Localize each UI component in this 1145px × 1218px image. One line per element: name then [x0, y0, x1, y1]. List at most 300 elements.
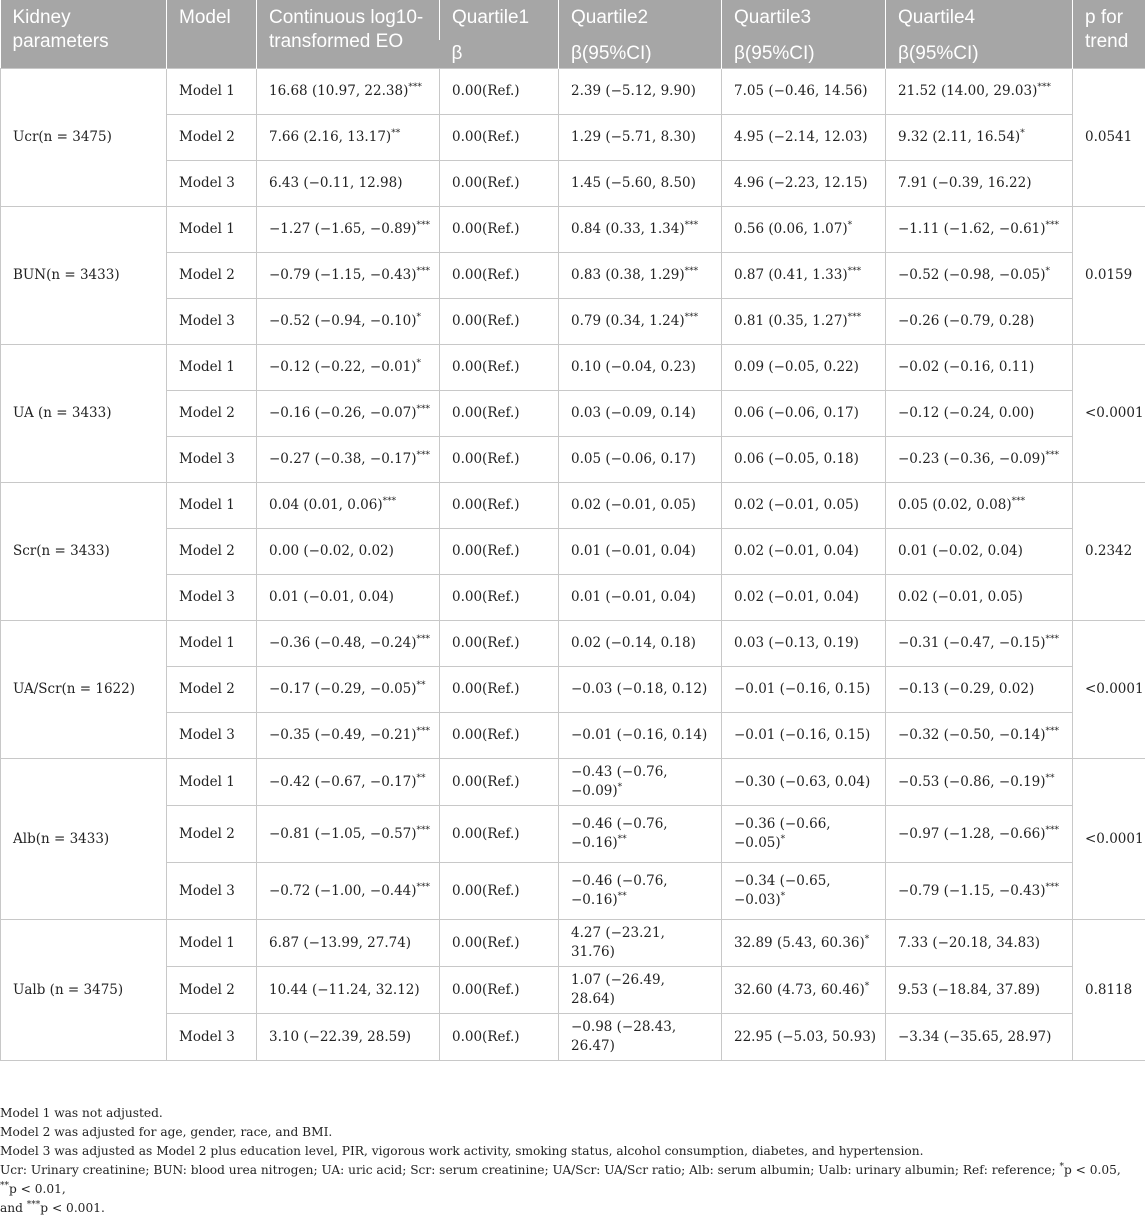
significance-mark: * — [417, 359, 422, 369]
continuous-cell — [257, 920, 440, 967]
significance-mark: * — [865, 934, 870, 944]
significance-mark: * — [848, 221, 853, 231]
subheader-quartile1: β — [440, 40, 559, 69]
model-value: Model 3 — [179, 589, 235, 605]
quartile1-cell — [440, 69, 559, 115]
quartile3-value: 0.09 (−0.05, 0.22) — [734, 359, 859, 375]
quartile2-value: 4.27 (−23.21, 31.76) — [571, 925, 665, 960]
continuous-value: 7.66 (2.16, 13.17) — [269, 129, 391, 145]
model-cell — [167, 253, 257, 299]
p-for-trend-cell: 0.0159 — [1073, 207, 1145, 345]
quartile1-cell — [440, 920, 559, 967]
quartile1-cell — [440, 759, 559, 806]
quartile2-cell — [559, 863, 722, 920]
table-row — [1, 299, 1145, 345]
quartile2-cell — [559, 437, 722, 483]
table-row — [1, 391, 1145, 437]
quartile4-cell — [886, 345, 1073, 391]
continuous-cell — [257, 1014, 440, 1061]
significance-mark: *** — [417, 451, 431, 461]
table-row — [1, 621, 1145, 667]
significance-mark: *** — [417, 405, 431, 415]
subheader-quartile3: β(95%CI) — [722, 40, 886, 69]
quartile1-value: 0.00(Ref.) — [452, 589, 520, 605]
quartile3-value: 0.81 (0.35, 1.27) — [734, 313, 848, 329]
continuous-value: 6.43 (−0.11, 12.98) — [269, 175, 402, 191]
model-value: Model 3 — [179, 451, 235, 467]
continuous-cell — [257, 483, 440, 529]
quartile3-value: 7.05 (−0.46, 14.56) — [734, 83, 867, 99]
sig-mark-3: *** — [27, 1200, 41, 1210]
quartile4-cell — [886, 299, 1073, 345]
significance-mark: *** — [417, 882, 431, 892]
model-cell — [167, 920, 257, 967]
note-model2: Model 2 was adjusted for age, gender, race, and BMI. — [0, 1123, 1140, 1142]
quartile4-value: 21.52 (14.00, 29.03) — [898, 83, 1037, 99]
p-for-trend-cell: 0.8118 — [1073, 920, 1145, 1061]
continuous-cell — [257, 437, 440, 483]
significance-mark: *** — [848, 313, 862, 323]
quartile2-cell — [559, 253, 722, 299]
quartile1-value: 0.00(Ref.) — [452, 451, 520, 467]
header-continuous: Continuous log10-transformed EO — [257, 0, 440, 69]
continuous-value: 0.01 (−0.01, 0.04) — [269, 589, 394, 605]
model-value: Model 2 — [179, 982, 235, 998]
quartile2-value: 0.01 (−0.01, 0.04) — [571, 543, 696, 559]
kidney-parameter-cell: UA (n = 3433) — [1, 345, 167, 483]
significance-mark: *** — [417, 825, 431, 835]
quartile3-cell — [722, 483, 886, 529]
quartile2-cell — [559, 621, 722, 667]
quartile3-value: 22.95 (−5.03, 50.93) — [734, 1029, 876, 1045]
model-cell — [167, 391, 257, 437]
table-row — [1, 207, 1145, 253]
quartile4-value: −0.02 (−0.16, 0.11) — [898, 359, 1034, 375]
continuous-cell — [257, 863, 440, 920]
table-row — [1, 115, 1145, 161]
continuous-cell — [257, 207, 440, 253]
quartile4-value: −0.53 (−0.86, −0.19) — [898, 774, 1046, 790]
quartile3-cell — [722, 529, 886, 575]
significance-mark: * — [1046, 267, 1051, 277]
quartile4-cell — [886, 920, 1073, 967]
quartile1-value: 0.00(Ref.) — [452, 935, 520, 951]
significance-mark: *** — [685, 221, 699, 231]
quartile4-value: −3.34 (−35.65, 28.97) — [898, 1029, 1051, 1045]
quartile4-value: −0.79 (−1.15, −0.43) — [898, 883, 1046, 899]
model-cell — [167, 115, 257, 161]
significance-mark: * — [781, 892, 786, 902]
quartile2-cell — [559, 69, 722, 115]
quartile2-cell — [559, 207, 722, 253]
continuous-cell — [257, 391, 440, 437]
model-cell — [167, 667, 257, 713]
continuous-cell — [257, 575, 440, 621]
quartile3-cell — [722, 967, 886, 1014]
quartile4-value: −0.31 (−0.47, −0.15) — [898, 635, 1046, 651]
significance-mark: *** — [408, 83, 422, 93]
quartile4-value: 7.33 (−20.18, 34.83) — [898, 935, 1040, 951]
continuous-cell — [257, 713, 440, 759]
quartile1-cell — [440, 115, 559, 161]
header-quartile1: Quartile1 — [440, 0, 559, 40]
quartile4-cell — [886, 759, 1073, 806]
continuous-cell — [257, 115, 440, 161]
quartile1-value: 0.00(Ref.) — [452, 267, 520, 283]
note-abbreviations — [0, 1161, 1140, 1218]
table-row — [1, 529, 1145, 575]
significance-mark: * — [417, 313, 422, 323]
quartile2-value: 0.83 (0.38, 1.29) — [571, 267, 685, 283]
quartile1-cell — [440, 483, 559, 529]
model-cell — [167, 1014, 257, 1061]
and-text: and — [0, 1201, 23, 1215]
continuous-value: −0.35 (−0.49, −0.21) — [269, 727, 417, 743]
quartile2-value: 1.07 (−26.49, 28.64) — [571, 972, 665, 1007]
sig-mark-2: ** — [0, 1181, 9, 1191]
quartile3-cell — [722, 207, 886, 253]
significance-mark: ** — [417, 681, 426, 691]
quartile3-value: 0.02 (−0.01, 0.05) — [734, 497, 859, 513]
quartile4-cell — [886, 161, 1073, 207]
continuous-value: −0.81 (−1.05, −0.57) — [269, 826, 417, 842]
quartile1-cell — [440, 529, 559, 575]
quartile1-value: 0.00(Ref.) — [452, 635, 520, 651]
header-quartile3: Quartile3 — [722, 0, 886, 40]
quartile3-cell — [722, 437, 886, 483]
quartile2-value: −0.03 (−0.18, 0.12) — [571, 681, 707, 697]
quartile2-cell — [559, 391, 722, 437]
quartile1-cell — [440, 1014, 559, 1061]
kidney-parameter-cell: Ualb (n = 3475) — [1, 920, 167, 1061]
quartile2-cell — [559, 667, 722, 713]
significance-mark: * — [865, 981, 870, 991]
table-row — [1, 69, 1145, 115]
model-cell — [167, 967, 257, 1014]
model-value: Model 3 — [179, 1029, 235, 1045]
model-value: Model 3 — [179, 175, 235, 191]
quartile3-cell — [722, 806, 886, 863]
quartile4-cell — [886, 967, 1073, 1014]
table-row — [1, 863, 1145, 920]
continuous-value: −0.72 (−1.00, −0.44) — [269, 883, 417, 899]
significance-mark: * — [1020, 129, 1025, 139]
significance-mark: * — [781, 835, 786, 845]
quartile4-value: −0.23 (−0.36, −0.09) — [898, 451, 1046, 467]
significance-mark: *** — [1012, 497, 1026, 507]
continuous-cell — [257, 967, 440, 1014]
quartile2-cell — [559, 967, 722, 1014]
sig-mark-1: * — [1059, 1162, 1064, 1172]
continuous-value: −0.36 (−0.48, −0.24) — [269, 635, 417, 651]
quartile4-cell — [886, 806, 1073, 863]
quartile2-value: −0.01 (−0.16, 0.14) — [571, 727, 707, 743]
quartile3-value: 32.60 (4.73, 60.46) — [734, 982, 865, 998]
quartile2-cell — [559, 345, 722, 391]
quartile4-value: 0.05 (0.02, 0.08) — [898, 497, 1012, 513]
p-for-trend-cell: <0.0001 — [1073, 345, 1145, 483]
quartile2-cell — [559, 806, 722, 863]
continuous-value: 0.04 (0.01, 0.06) — [269, 497, 383, 513]
model-cell — [167, 69, 257, 115]
significance-mark: *** — [685, 313, 699, 323]
model-cell — [167, 299, 257, 345]
quartile1-value: 0.00(Ref.) — [452, 982, 520, 998]
continuous-cell — [257, 69, 440, 115]
subheader-quartile2: β(95%CI) — [559, 40, 722, 69]
significance-mark: *** — [1037, 83, 1051, 93]
table-row — [1, 253, 1145, 299]
significance-mark: ** — [1046, 773, 1055, 783]
quartile3-value: −0.01 (−0.16, 0.15) — [734, 681, 870, 697]
quartile1-cell — [440, 667, 559, 713]
model-value: Model 1 — [179, 221, 235, 237]
quartile1-value: 0.00(Ref.) — [452, 221, 520, 237]
quartile3-value: −0.34 (−0.65, −0.03) — [734, 873, 831, 908]
quartile3-value: 0.03 (−0.13, 0.19) — [734, 635, 859, 651]
sig-text-3: p < 0.001. — [40, 1201, 105, 1215]
quartile4-value: 7.91 (−0.39, 16.22) — [898, 175, 1031, 191]
significance-mark: *** — [383, 497, 397, 507]
quartile4-cell — [886, 667, 1073, 713]
table-row — [1, 967, 1145, 1014]
quartile2-value: 0.03 (−0.09, 0.14) — [571, 405, 696, 421]
quartile1-cell — [440, 713, 559, 759]
quartile1-value: 0.00(Ref.) — [452, 883, 520, 899]
kidney-parameter-cell: BUN(n = 3433) — [1, 207, 167, 345]
significance-mark: ** — [618, 892, 627, 902]
header-quartile2: Quartile2 — [559, 0, 722, 40]
quartile4-value: −0.12 (−0.24, 0.00) — [898, 405, 1034, 421]
quartile4-cell — [886, 575, 1073, 621]
continuous-value: −0.79 (−1.15, −0.43) — [269, 267, 417, 283]
model-value: Model 1 — [179, 774, 235, 790]
header-kidney-parameters: Kidney parameters — [1, 0, 167, 69]
continuous-value: 16.68 (10.97, 22.38) — [269, 83, 408, 99]
significance-mark: ** — [618, 835, 627, 845]
quartile1-cell — [440, 806, 559, 863]
quartile2-cell — [559, 161, 722, 207]
quartile2-value: 0.84 (0.33, 1.34) — [571, 221, 685, 237]
continuous-cell — [257, 806, 440, 863]
kidney-parameter-cell: Ucr(n = 3475) — [1, 69, 167, 207]
quartile3-value: 0.02 (−0.01, 0.04) — [734, 543, 859, 559]
quartile4-value: −0.13 (−0.29, 0.02) — [898, 681, 1034, 697]
table-row — [1, 920, 1145, 967]
p-for-trend-cell: 0.0541 — [1073, 69, 1145, 207]
note-model1: Model 1 was not adjusted. — [0, 1104, 1140, 1123]
quartile2-value: −0.46 (−0.76, −0.16) — [571, 816, 668, 851]
continuous-value: 6.87 (−13.99, 27.74) — [269, 935, 411, 951]
significance-mark: *** — [1046, 882, 1060, 892]
significance-mark: *** — [417, 727, 431, 737]
table-row — [1, 345, 1145, 391]
significance-mark: *** — [417, 221, 431, 231]
quartile2-value: 2.39 (−5.12, 9.90) — [571, 83, 696, 99]
model-cell — [167, 161, 257, 207]
model-value: Model 2 — [179, 826, 235, 842]
table-row — [1, 759, 1145, 806]
quartile2-cell — [559, 483, 722, 529]
quartile4-cell — [886, 529, 1073, 575]
quartile3-cell — [722, 667, 886, 713]
quartile3-value: 4.95 (−2.14, 12.03) — [734, 129, 867, 145]
quartile2-cell — [559, 575, 722, 621]
continuous-value: 3.10 (−22.39, 28.59) — [269, 1029, 411, 1045]
continuous-value: −0.27 (−0.38, −0.17) — [269, 451, 417, 467]
quartile2-cell — [559, 920, 722, 967]
header-p-for-trend: p for trend — [1073, 0, 1145, 69]
continuous-cell — [257, 253, 440, 299]
quartile2-value: 0.79 (0.34, 1.24) — [571, 313, 685, 329]
quartile3-value: 0.56 (0.06, 1.07) — [734, 221, 848, 237]
quartile3-cell — [722, 920, 886, 967]
kidney-parameter-cell: Alb(n = 3433) — [1, 759, 167, 920]
note-abbreviations-text: Ucr: Urinary creatinine; BUN: blood urea nitrogen; UA: uric acid; Scr: serum creatinine; UA/Scr: UA/Scr ratio; Alb: serum albumin; Ualb: urinary albumin; Ref: reference; — [0, 1163, 1056, 1177]
table-row — [1, 483, 1145, 529]
quartile1-value: 0.00(Ref.) — [452, 313, 520, 329]
quartile4-cell — [886, 713, 1073, 759]
header-quartile4: Quartile4 — [886, 0, 1073, 40]
table-row — [1, 437, 1145, 483]
quartile4-value: 9.32 (2.11, 16.54) — [898, 129, 1020, 145]
quartile1-value: 0.00(Ref.) — [452, 1029, 520, 1045]
continuous-cell — [257, 759, 440, 806]
model-value: Model 2 — [179, 681, 235, 697]
quartile4-cell — [886, 391, 1073, 437]
quartile3-value: 0.06 (−0.05, 0.18) — [734, 451, 859, 467]
quartile3-cell — [722, 713, 886, 759]
model-value: Model 1 — [179, 83, 235, 99]
p-for-trend-cell: <0.0001 — [1073, 759, 1145, 920]
quartile3-cell — [722, 69, 886, 115]
quartile4-value: 0.02 (−0.01, 0.05) — [898, 589, 1023, 605]
sig-text-1: p < 0.05, — [1064, 1163, 1121, 1177]
significance-mark: *** — [1046, 451, 1060, 461]
model-cell — [167, 713, 257, 759]
quartile4-cell — [886, 437, 1073, 483]
quartile1-cell — [440, 863, 559, 920]
continuous-value: 10.44 (−11.24, 32.12) — [269, 982, 420, 998]
model-value: Model 2 — [179, 405, 235, 421]
quartile2-value: −0.43 (−0.76, −0.09) — [571, 764, 668, 799]
quartile2-value: 0.05 (−0.06, 0.17) — [571, 451, 696, 467]
continuous-value: 0.00 (−0.02, 0.02) — [269, 543, 394, 559]
quartile1-cell — [440, 207, 559, 253]
quartile1-value: 0.00(Ref.) — [452, 83, 520, 99]
quartile2-cell — [559, 759, 722, 806]
quartile4-value: −0.26 (−0.79, 0.28) — [898, 313, 1034, 329]
quartile1-value: 0.00(Ref.) — [452, 681, 520, 697]
significance-mark: *** — [1046, 221, 1060, 231]
subheader-quartile4: β(95%CI) — [886, 40, 1073, 69]
table-row — [1, 713, 1145, 759]
continuous-value: −0.17 (−0.29, −0.05) — [269, 681, 417, 697]
model-cell — [167, 437, 257, 483]
continuous-value: −0.52 (−0.94, −0.10) — [269, 313, 417, 329]
model-cell — [167, 207, 257, 253]
quartile3-cell — [722, 863, 886, 920]
sig-text-2: p < 0.01, — [9, 1182, 66, 1196]
quartile1-cell — [440, 253, 559, 299]
model-value: Model 1 — [179, 935, 235, 951]
quartile3-value: 4.96 (−2.23, 12.15) — [734, 175, 867, 191]
table-footnotes — [0, 1104, 1140, 1218]
significance-mark: *** — [417, 635, 431, 645]
quartile4-cell — [886, 483, 1073, 529]
quartile4-value: −1.11 (−1.62, −0.61) — [898, 221, 1046, 237]
kidney-parameter-cell: Scr(n = 3433) — [1, 483, 167, 621]
quartile3-value: −0.36 (−0.66, −0.05) — [734, 816, 831, 851]
model-cell — [167, 759, 257, 806]
quartile3-value: −0.30 (−0.63, 0.04) — [734, 774, 870, 790]
significance-mark: *** — [417, 267, 431, 277]
significance-mark: *** — [1046, 727, 1060, 737]
continuous-cell — [257, 621, 440, 667]
model-value: Model 1 — [179, 635, 235, 651]
quartile2-value: 1.29 (−5.71, 8.30) — [571, 129, 696, 145]
quartile2-value: 0.01 (−0.01, 0.04) — [571, 589, 696, 605]
quartile1-value: 0.00(Ref.) — [452, 129, 520, 145]
quartile1-cell — [440, 575, 559, 621]
model-value: Model 2 — [179, 543, 235, 559]
quartile1-value: 0.00(Ref.) — [452, 497, 520, 513]
quartile2-cell — [559, 115, 722, 161]
quartile1-value: 0.00(Ref.) — [452, 774, 520, 790]
quartile2-cell — [559, 713, 722, 759]
significance-mark: *** — [848, 267, 862, 277]
model-cell — [167, 621, 257, 667]
continuous-value: −0.16 (−0.26, −0.07) — [269, 405, 417, 421]
model-value: Model 2 — [179, 129, 235, 145]
quartile4-value: 0.01 (−0.02, 0.04) — [898, 543, 1023, 559]
significance-mark: *** — [685, 267, 699, 277]
significance-mark: ** — [391, 129, 400, 139]
table-row — [1, 1014, 1145, 1061]
model-cell — [167, 529, 257, 575]
quartile1-cell — [440, 967, 559, 1014]
quartile2-value: 0.02 (−0.01, 0.05) — [571, 497, 696, 513]
quartile4-value: 9.53 (−18.84, 37.89) — [898, 982, 1040, 998]
kidney-parameter-cell: UA/Scr(n = 1622) — [1, 621, 167, 759]
quartile1-value: 0.00(Ref.) — [452, 727, 520, 743]
model-cell — [167, 483, 257, 529]
quartile3-value: 0.87 (0.41, 1.33) — [734, 267, 848, 283]
continuous-value: −0.42 (−0.67, −0.17) — [269, 774, 417, 790]
model-value: Model 2 — [179, 267, 235, 283]
quartile1-value: 0.00(Ref.) — [452, 405, 520, 421]
quartile4-cell — [886, 207, 1073, 253]
quartile3-cell — [722, 115, 886, 161]
significance-mark: ** — [417, 773, 426, 783]
model-value: Model 3 — [179, 727, 235, 743]
quartile2-value: 1.45 (−5.60, 8.50) — [571, 175, 696, 191]
quartile4-value: −0.97 (−1.28, −0.66) — [898, 826, 1046, 842]
table-row — [1, 161, 1145, 207]
quartile2-cell — [559, 299, 722, 345]
table-row — [1, 667, 1145, 713]
table-row — [1, 806, 1145, 863]
quartile4-value: −0.32 (−0.50, −0.14) — [898, 727, 1046, 743]
continuous-cell — [257, 667, 440, 713]
header-model: Model — [167, 0, 257, 69]
quartile1-cell — [440, 437, 559, 483]
quartile3-cell — [722, 161, 886, 207]
quartile3-value: 0.02 (−0.01, 0.04) — [734, 589, 859, 605]
model-value: Model 3 — [179, 313, 235, 329]
quartile1-cell — [440, 345, 559, 391]
significance-mark: * — [618, 783, 623, 793]
